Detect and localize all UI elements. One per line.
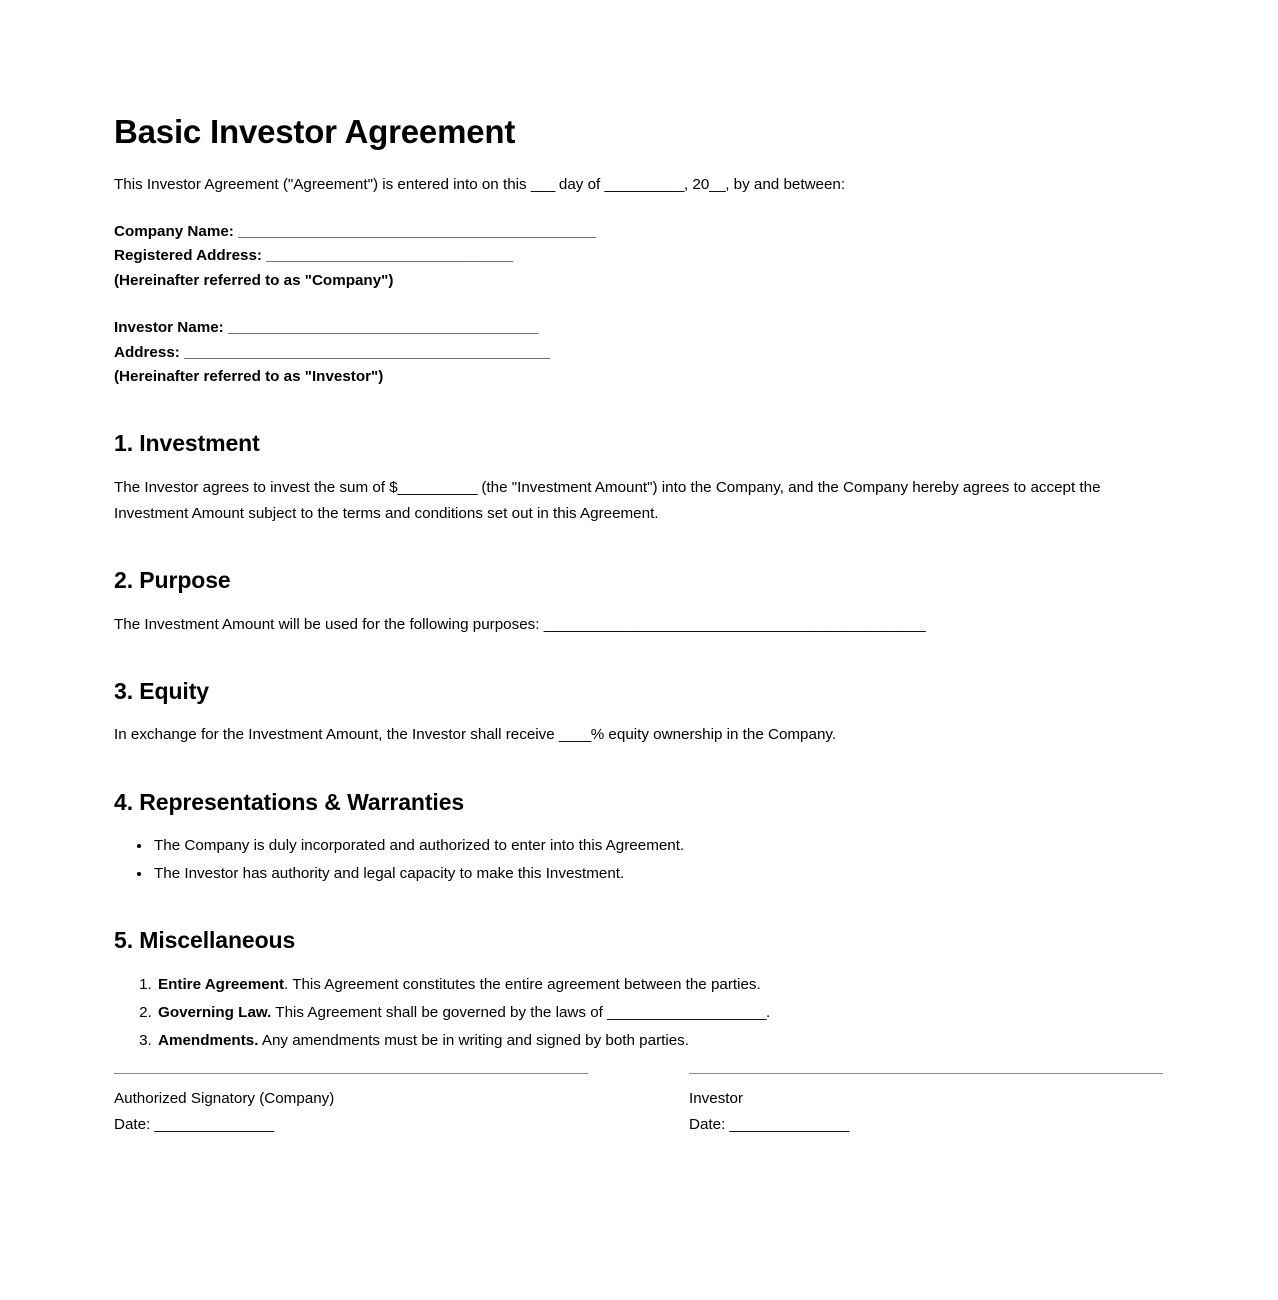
company-party-block — [114, 220, 1163, 294]
intro-paragraph — [114, 173, 1163, 198]
investor-address-label: Address: — [114, 343, 185, 361]
company-name-label: Company Name: — [114, 222, 239, 240]
date-blank-company[interactable]: _______________ — [154, 1115, 274, 1133]
misc-text-entire-agreement: . This Agreement constitutes the entire agreement between the parties. — [284, 975, 761, 993]
list-item: • The Company is duly incorporated and authorized to enter into this Agreement. — [152, 833, 1163, 859]
misc-tail-governing-law: . — [766, 1004, 771, 1022]
intro-mid: day of — [554, 175, 605, 193]
equity-percent-blank[interactable]: ____ — [558, 726, 591, 744]
list-item — [156, 1028, 1163, 1054]
equity-text-1: In exchange for the Investment Amount, the Investor shall receive — [114, 726, 559, 744]
company-hereinafter: (Hereinafter referred to as "Company") — [114, 272, 394, 290]
signature-column-company — [114, 1073, 588, 1138]
signature-label-investor: Investor — [689, 1090, 744, 1107]
intro-tail: , by and between: — [725, 175, 846, 193]
intro-after-month: , 20 — [683, 175, 710, 193]
equity-text-2: % equity ownership in the Company. — [590, 726, 837, 744]
misc-term-entire-agreement: Entire Agreement — [158, 975, 285, 993]
date-blank-investor[interactable]: _______________ — [729, 1115, 849, 1133]
party-spacer — [114, 294, 1163, 316]
signature-date-company — [114, 1112, 588, 1138]
investor-hereinafter: (Hereinafter referred to as "Investor") — [114, 368, 384, 386]
signature-label-company: Authorized Signatory (Company) — [114, 1090, 335, 1107]
investment-text-2: (the "Investment Amount") into the Company, and the Company hereby agrees to accept the Investment Amount subject to the terms and conditions set out in this Agreement. — [114, 478, 1101, 522]
investment-text-1: The Investor agrees to invest the sum of $ — [114, 478, 398, 496]
investor-name-row — [114, 316, 1163, 341]
year-blank[interactable]: __ — [709, 175, 726, 193]
section-heading-purpose: 2. Purpose — [114, 567, 231, 594]
signature-area — [114, 1073, 1163, 1138]
misc-term-amendments: Amendments. — [158, 1032, 259, 1050]
date-label-investor: Date: — [689, 1115, 730, 1133]
signature-line-investor[interactable] — [689, 1073, 1163, 1074]
company-address-row — [114, 244, 1163, 269]
investment-amount-blank[interactable]: __________ — [397, 478, 478, 496]
page-title: Basic Investor Agreement — [114, 113, 516, 150]
section-heading-representations: 4. Representations & Warranties — [114, 788, 465, 815]
investor-address-blank[interactable]: ______________________________________________ — [184, 343, 550, 361]
section-heading-miscellaneous: 5. Miscellaneous — [114, 927, 296, 954]
company-address-blank[interactable]: _______________________________ — [266, 247, 513, 265]
month-blank[interactable]: __________ — [604, 175, 684, 193]
investor-address-row — [114, 341, 1163, 366]
company-name-row — [114, 220, 1163, 245]
day-blank[interactable]: ___ — [530, 175, 555, 193]
signature-column-investor — [689, 1073, 1163, 1138]
miscellaneous-list — [114, 972, 1163, 1054]
list-item — [156, 972, 1163, 998]
list-item — [156, 1000, 1163, 1026]
section-heading-equity: 3. Equity — [114, 677, 209, 704]
date-label-company: Date: — [114, 1115, 155, 1133]
company-name-blank[interactable]: _____________________________________________ — [238, 222, 596, 240]
investor-name-blank[interactable]: _______________________________________ — [227, 318, 538, 336]
company-address-label: Registered Address: — [114, 247, 267, 265]
misc-term-governing-law: Governing Law. — [158, 1004, 272, 1022]
governing-law-blank[interactable]: ____________________ — [607, 1004, 767, 1022]
misc-text-governing-law: This Agreement shall be governed by the laws of — [271, 1004, 608, 1022]
investor-party-block — [114, 316, 1163, 390]
list-item: • The Investor has authority and legal capacity to make this Investment. — [152, 861, 1163, 887]
section-body-investment — [114, 475, 1163, 527]
misc-text-amendments: Any amendments must be in writing and signed by both parties. — [258, 1032, 689, 1050]
signature-line-company[interactable] — [114, 1073, 588, 1074]
purpose-text-1: The Investment Amount will be used for the following purposes: — [114, 615, 544, 633]
section-heading-investment: 1. Investment — [114, 430, 260, 457]
representations-list — [114, 833, 1163, 887]
section-body-purpose — [114, 612, 1163, 638]
purpose-blank[interactable]: ________________________________________________ — [543, 615, 926, 633]
signature-date-investor — [689, 1112, 1163, 1138]
section-body-equity — [114, 722, 1163, 748]
investor-name-label: Investor Name: — [114, 318, 228, 336]
intro-before-day: This Investor Agreement ("Agreement") is entered into on this — [114, 175, 531, 193]
